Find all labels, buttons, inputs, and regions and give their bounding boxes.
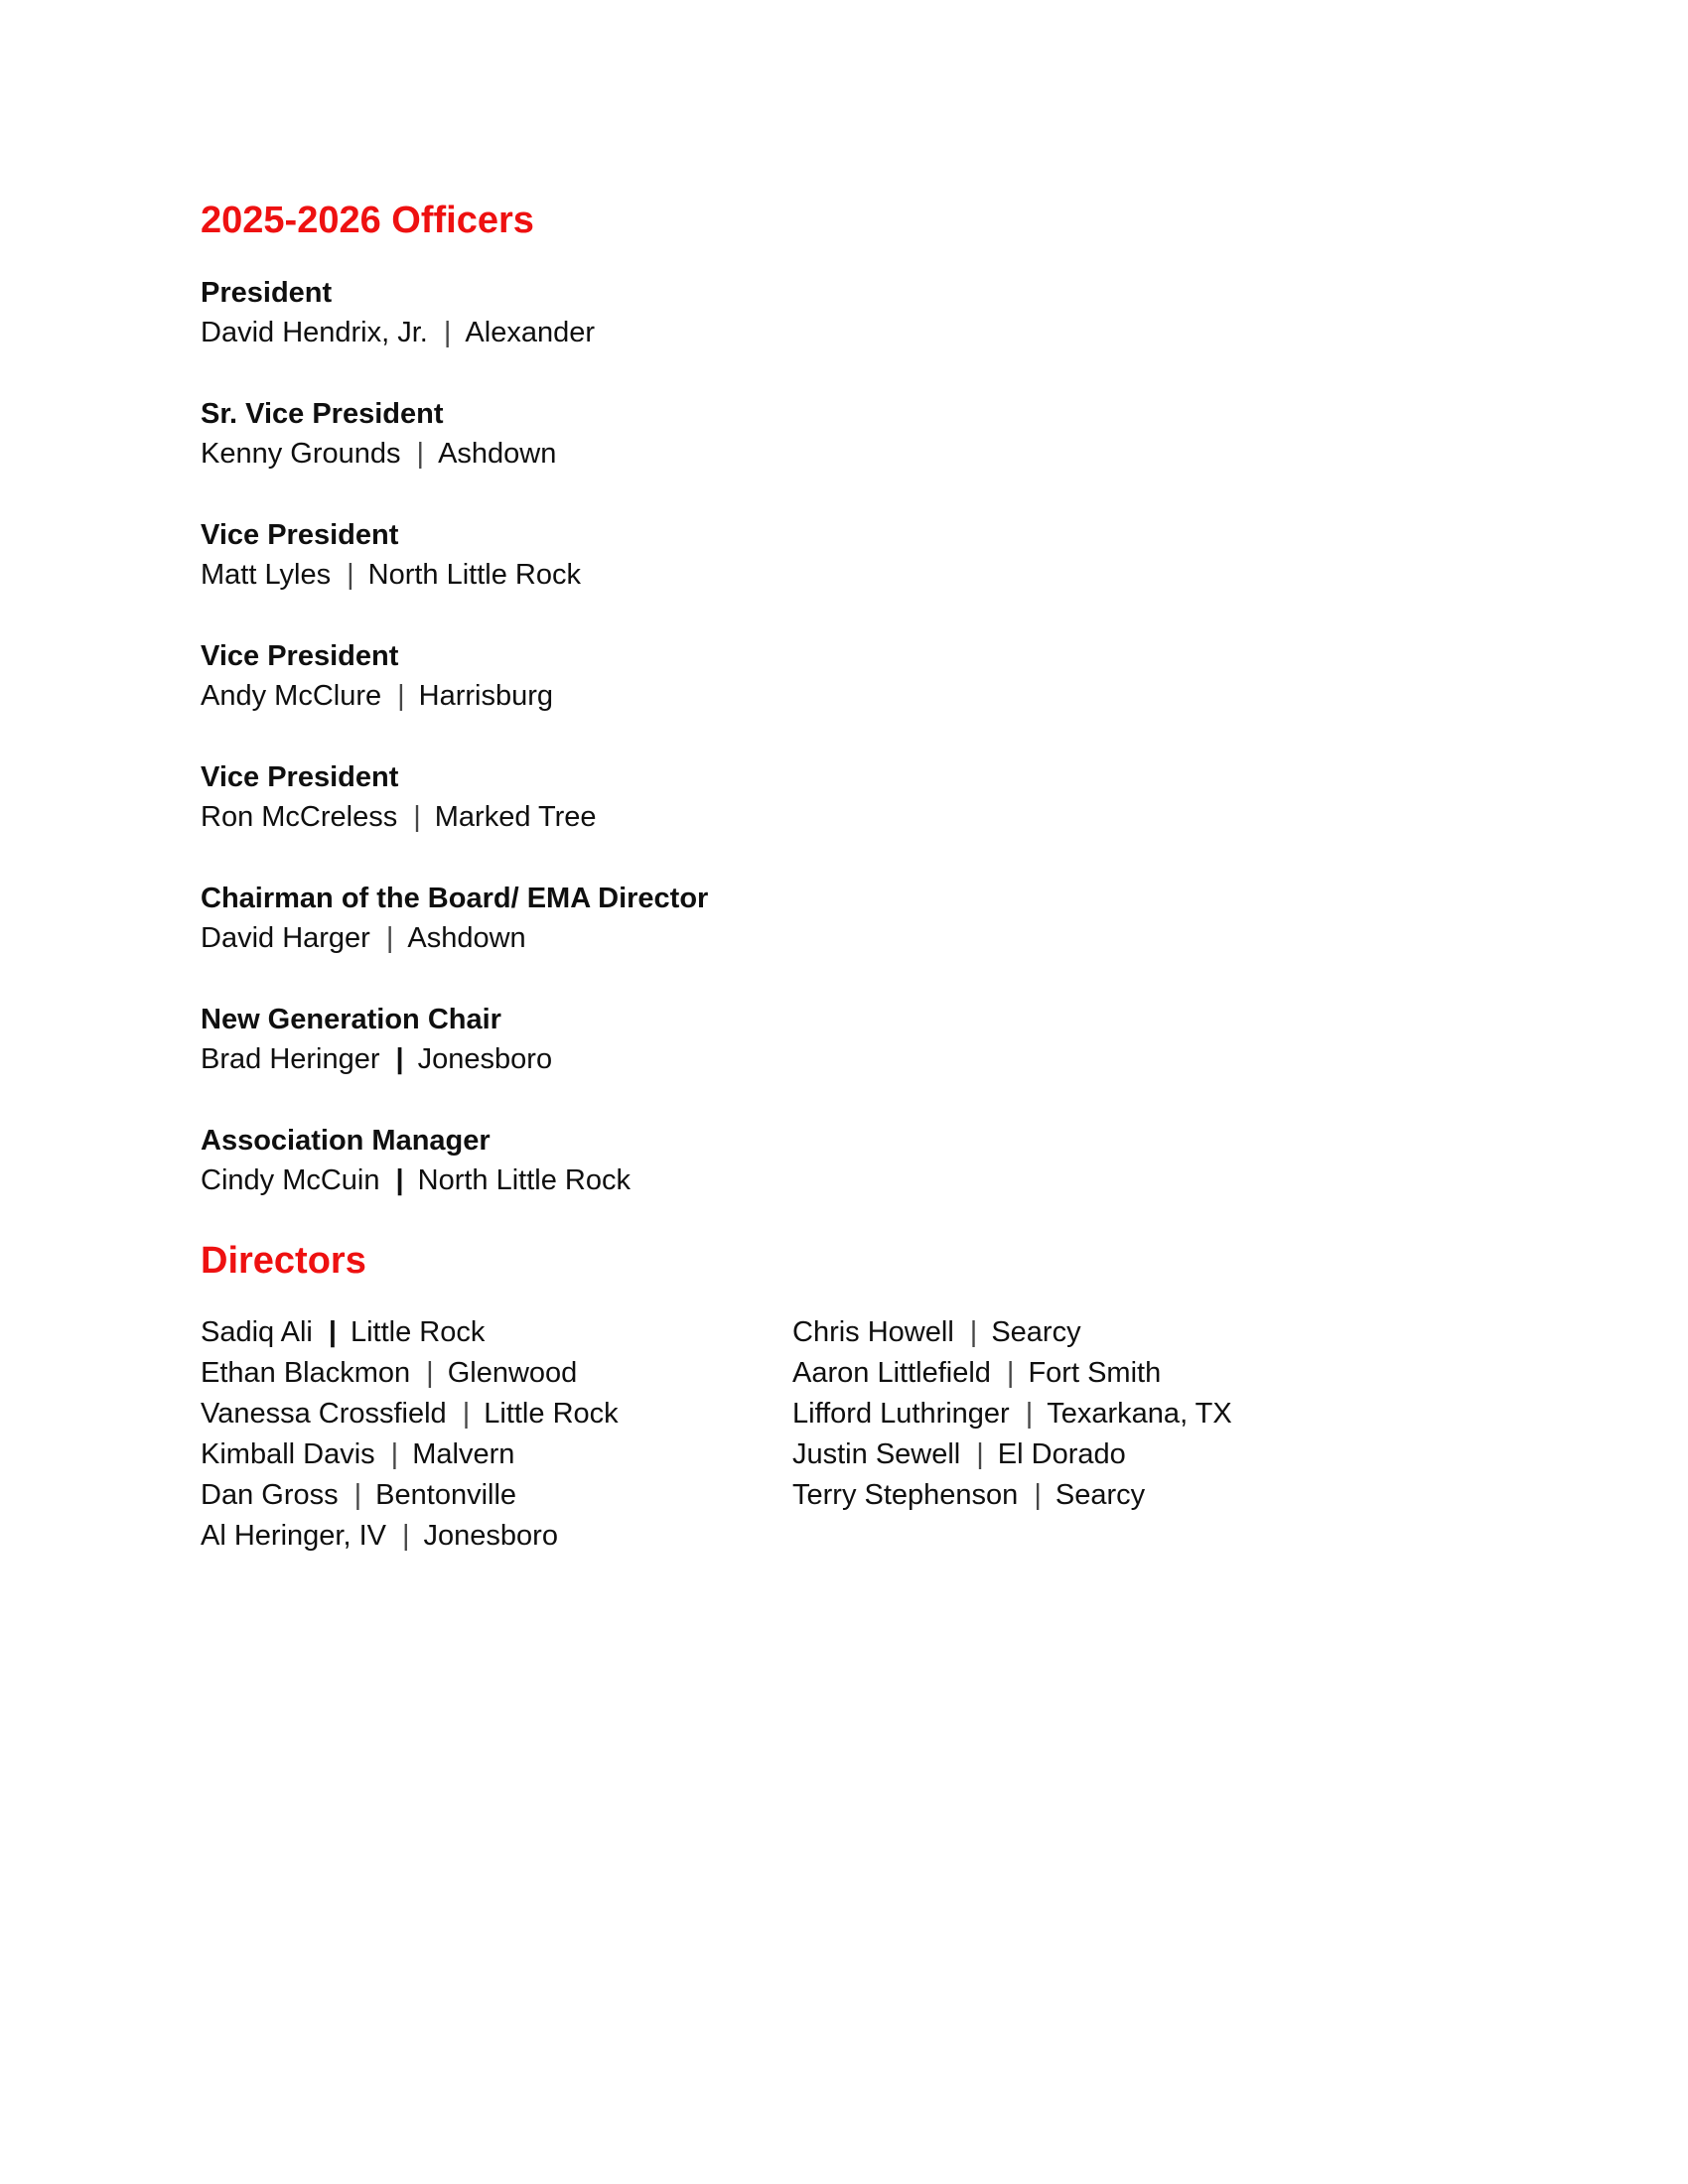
officer-line (201, 313, 1628, 352)
officer-block-chairman (201, 879, 1628, 958)
officer-block-vice-president-3 (201, 757, 1628, 837)
officer-city: North Little Rock (417, 1164, 631, 1196)
officer-city: North Little Rock (367, 559, 581, 591)
officer-city: Harrisburg (418, 680, 554, 712)
director-city: Malvern (412, 1438, 515, 1470)
director-name: Sadiq Ali (201, 1316, 313, 1348)
director-city: Searcy (1055, 1479, 1146, 1511)
pipe-separator: | (969, 1316, 978, 1348)
director-city: Jonesboro (423, 1520, 558, 1552)
director-row (201, 1475, 792, 1516)
officer-name: David Hendrix, Jr. (201, 317, 428, 348)
pipe-separator: | (395, 1043, 404, 1075)
director-city: Glenwood (447, 1357, 578, 1389)
director-row (792, 1394, 1628, 1434)
director-name: Aaron Littlefield (792, 1357, 991, 1389)
director-name: Ethan Blackmon (201, 1357, 411, 1389)
pipe-separator: | (395, 1164, 404, 1196)
directors-columns (201, 1312, 1628, 1557)
officer-name: Cindy McCuin (201, 1164, 380, 1196)
officer-title: Vice President (201, 519, 399, 551)
director-name: Lifford Luthringer (792, 1398, 1010, 1430)
director-row (201, 1394, 792, 1434)
officer-title: Vice President (201, 761, 399, 793)
director-row (792, 1312, 1628, 1353)
officer-line (201, 918, 1628, 958)
officer-line (201, 1039, 1628, 1079)
officer-block-association-manager (201, 1121, 1628, 1200)
pipe-separator: | (347, 559, 354, 591)
officer-block-vice-president-2 (201, 636, 1628, 716)
director-row (792, 1475, 1628, 1516)
officer-title: President (201, 277, 333, 309)
pipe-separator: | (390, 1438, 399, 1470)
director-city: Fort Smith (1028, 1357, 1162, 1389)
officer-city: Ashdown (438, 438, 557, 470)
pipe-separator: | (976, 1438, 984, 1470)
director-row (201, 1434, 792, 1475)
officer-block-sr-vice-president (201, 394, 1628, 474)
officer-name: Matt Lyles (201, 559, 332, 591)
director-name: Kimball Davis (201, 1438, 375, 1470)
officer-name: Ron McCreless (201, 801, 398, 833)
directors-section-heading: Directors (201, 1240, 366, 1282)
officer-line (201, 434, 1628, 474)
pipe-separator: | (353, 1479, 362, 1511)
officer-name: David Harger (201, 922, 370, 954)
officer-line (201, 1160, 1628, 1200)
officer-city: Alexander (465, 317, 595, 348)
officer-title: Association Manager (201, 1125, 491, 1157)
officer-line (201, 797, 1628, 837)
pipe-separator: | (443, 317, 452, 348)
director-city: Searcy (991, 1316, 1081, 1348)
officer-block-vice-president-1 (201, 515, 1628, 595)
director-name: Justin Sewell (792, 1438, 961, 1470)
director-name: Al Heringer, IV (201, 1520, 386, 1552)
pipe-separator: | (413, 801, 421, 833)
director-row (201, 1353, 792, 1394)
officer-name: Brad Heringer (201, 1043, 380, 1075)
pipe-separator: | (397, 680, 405, 712)
pipe-separator: | (416, 438, 425, 470)
director-city: Texarkana, TX (1047, 1398, 1232, 1430)
directors-right-column (792, 1312, 1628, 1557)
director-row (201, 1516, 792, 1557)
directors-left-column (201, 1312, 792, 1557)
pipe-separator: | (1025, 1398, 1034, 1430)
director-name: Vanessa Crossfield (201, 1398, 447, 1430)
director-name: Terry Stephenson (792, 1479, 1019, 1511)
officer-block-new-generation-chair (201, 1000, 1628, 1079)
director-row (792, 1353, 1628, 1394)
director-name: Chris Howell (792, 1316, 954, 1348)
director-name: Dan Gross (201, 1479, 339, 1511)
pipe-separator: | (462, 1398, 471, 1430)
pipe-separator: | (328, 1316, 337, 1348)
director-city: El Dorado (997, 1438, 1126, 1470)
director-row (201, 1312, 792, 1353)
officer-name: Andy McClure (201, 680, 382, 712)
director-row (792, 1434, 1628, 1475)
pipe-separator: | (426, 1357, 434, 1389)
officer-city: Ashdown (407, 922, 526, 954)
officer-city: Jonesboro (417, 1043, 553, 1075)
director-city: Bentonville (375, 1479, 517, 1511)
pipe-separator: | (1034, 1479, 1042, 1511)
officer-name: Kenny Grounds (201, 438, 401, 470)
officer-line (201, 555, 1628, 595)
officer-title: New Generation Chair (201, 1004, 501, 1035)
officer-title: Vice President (201, 640, 399, 672)
officers-section-heading: 2025-2026 Officers (201, 200, 534, 241)
pipe-separator: | (385, 922, 394, 954)
pipe-separator: | (1006, 1357, 1015, 1389)
officer-city: Marked Tree (434, 801, 597, 833)
director-city: Little Rock (484, 1398, 619, 1430)
officer-title: Sr. Vice President (201, 398, 444, 430)
director-city: Little Rock (350, 1316, 486, 1348)
officer-block-president (201, 273, 1628, 352)
pipe-separator: | (401, 1520, 410, 1552)
officer-title: Chairman of the Board/ EMA Director (201, 883, 709, 914)
officer-line (201, 676, 1628, 716)
